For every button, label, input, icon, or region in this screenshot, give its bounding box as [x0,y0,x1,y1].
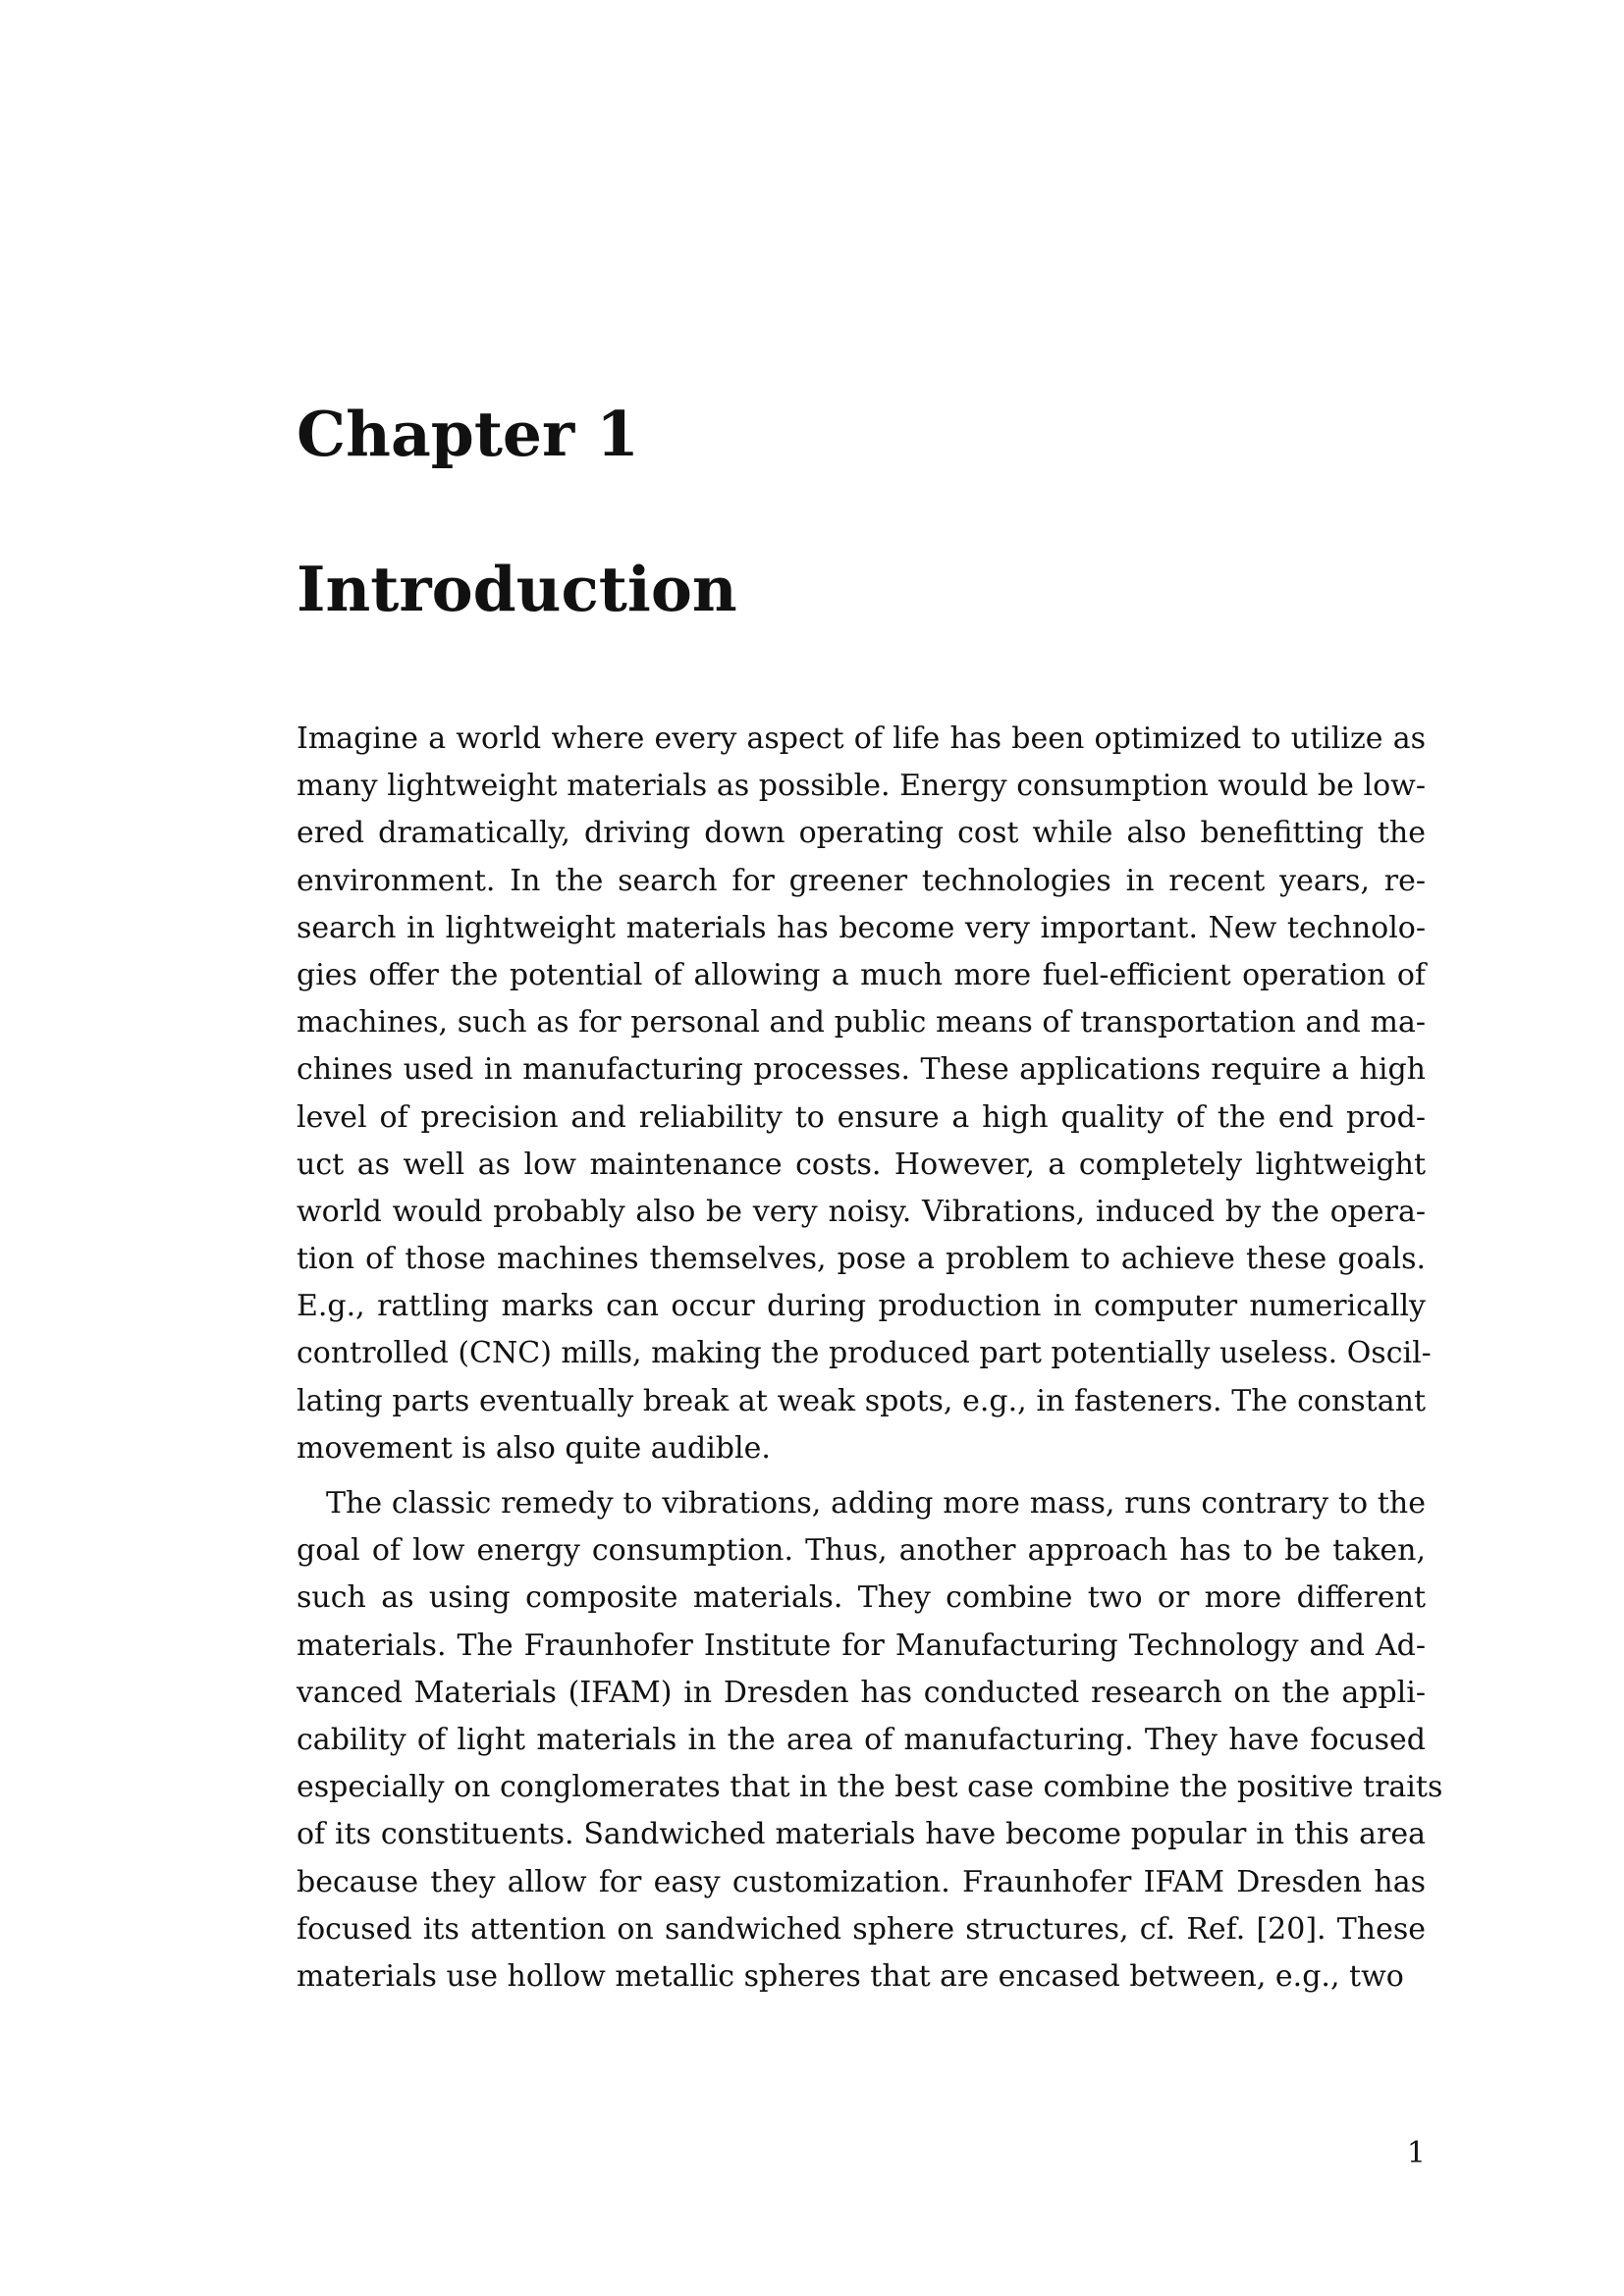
text-line: The classic remedy to vibrations, adding more mass, runs contrary to the [326,1486,1426,1521]
text-line: such as using composite materials. They combine two or more different [297,1580,1426,1616]
paragraph [297,1480,1443,2001]
text-line: cability of light materials in the area of manufacturing. They have focused [297,1722,1426,1757]
text-line: controlled (CNC) mills, making the produced part potentially useless. Oscil- [297,1336,1432,1371]
text-line: movement is also quite audible. [297,1430,771,1466]
text-line: world would probably also be very noisy. Vibrations, induced by the opera- [297,1194,1426,1229]
text-line: lating parts eventually break at weak spots, e.g., in fasteners. The constant [297,1383,1426,1418]
text-line: level of precision and reliability to ensure a high quality of the end prod- [297,1099,1426,1135]
body-text [297,716,1443,2001]
text-line: ered dramatically, driving down operating cost while also benefitting the [297,816,1426,851]
page-number: 1 [1406,2136,1426,2170]
chapter-title: Introduction [297,553,737,625]
text-line: of its constituents. Sandwiched materials have become popular in this area [297,1817,1426,1852]
text-line: tion of those machines themselves, pose a problem to achieve these goals. [297,1242,1426,1277]
text-line: especially on conglomerates that in the best case combine the positive traits [297,1770,1443,1805]
text-line: search in lightweight materials has become very important. New technolo- [297,910,1426,945]
text-line: materials use hollow metallic spheres that are encased between, e.g., two [297,1958,1404,1994]
text-line: many lightweight materials as possible. Energy consumption would be low- [297,769,1426,804]
text-line: focused its attention on sandwiched sphere structures, cf. Ref. [20]. These [297,1911,1426,1947]
text-line: E.g., rattling marks can occur during production in computer numerically [297,1289,1426,1324]
text-line: machines, such as for personal and public means of transportation and ma- [297,1005,1426,1041]
text-line: goal of low energy consumption. Thus, another approach has to be taken, [297,1533,1426,1569]
chapter-label: Chapter 1 [297,398,639,470]
text-line: vanced Materials (IFAM) in Dresden has conducted research on the appli- [297,1675,1426,1710]
text-line: chines used in manufacturing processes. These applications require a high [297,1052,1426,1088]
text-line: because they allow for easy customization. Fraunhofer IFAM Dresden has [297,1864,1426,1899]
text-line: gies offer the potential of allowing a much more fuel-efficient operation of [297,957,1426,992]
text-line: uct as well as low maintenance costs. However, a completely lightweight [297,1147,1426,1182]
text-line: environment. In the search for greener technologies in recent years, re- [297,863,1426,898]
text-line: materials. The Fraunhofer Institute for Manufacturing Technology and Ad- [297,1628,1426,1663]
text-line: Imagine a world where every aspect of life has been optimized to utilize as [297,721,1426,756]
paragraph [297,716,1432,1472]
